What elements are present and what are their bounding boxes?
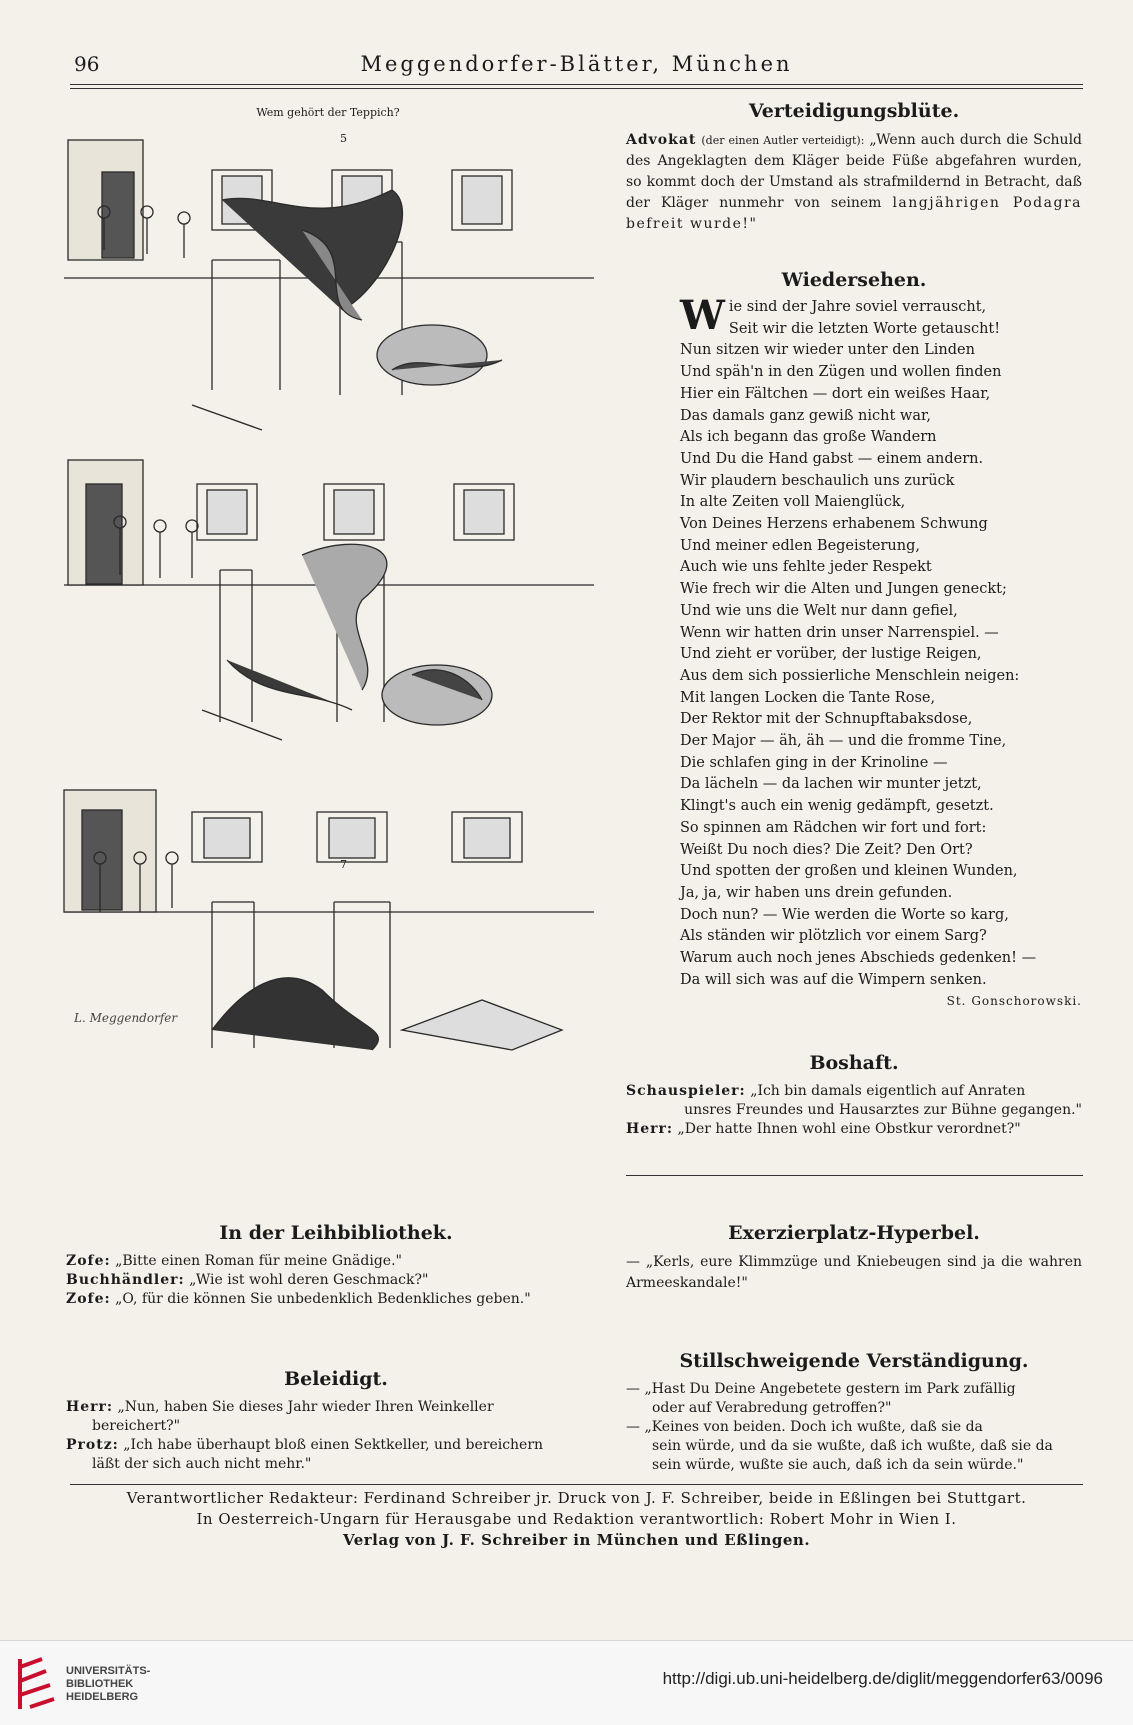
comic-illustration (62, 130, 594, 1190)
poem-title: Wiedersehen. (781, 269, 927, 291)
poem-line: Mit langen Locken die Tante Rose, (680, 689, 936, 706)
section-title: Verteidigungsblüte. (748, 100, 960, 122)
poem-line: Wie sind der Jahre soviel verrauscht, (680, 292, 987, 339)
panel-number: 5 (340, 132, 347, 145)
poem-line: Wie frech wir die Alten und Jungen geneckt; (680, 581, 1007, 598)
section-beleidigt (66, 1368, 606, 1474)
speaker: Schauspieler: (626, 1082, 746, 1099)
poem-line: Als ich begann das große Wandern (680, 429, 937, 446)
poem-line: Und meiner edlen Begeisterung, (680, 537, 920, 554)
poem-line: Hier ein Fältchen — dort ein weißes Haar, (680, 385, 991, 402)
drop-cap: W (680, 292, 725, 339)
comic-panel-6 (64, 460, 594, 740)
university-library-logo-icon[interactable] (12, 1655, 60, 1713)
source-url-link[interactable]: http://digi.ub.uni-heidelberg.de/diglit/meggendorfer63/0096 (662, 1669, 1103, 1688)
dialogue-line: — „Hast Du Deine Angebetete gestern im Park zufällig oder auf Verabredung getroffen?" (626, 1381, 1016, 1416)
poem-line: Klingt's auch ein wenig gedämpft, gesetzt. (680, 798, 994, 815)
poem-line: Ja, ja, wir haben uns drein gefunden. (680, 884, 953, 901)
section-boshaft (626, 1052, 1082, 1139)
poem-body (626, 292, 1082, 992)
dialogue-line: Schauspieler: „Ich bin damals eigentlich auf Anraten unsres Freundes und Hausarztes zur Bühne gegangen." (626, 1082, 1082, 1118)
speaker: Zofe: (66, 1253, 111, 1269)
poem-line: Aus dem sich possierliche Menschlein neigen: (680, 667, 1020, 684)
poem-line: In alte Zeiten voll Maienglück, (680, 494, 906, 511)
section-exerzierplatz (626, 1222, 1082, 1294)
dialogue-line: Zofe: „O, für die können Sie unbedenklich Bedenkliches geben." (66, 1291, 531, 1307)
poem-line: Wir plaudern beschaulich uns zurück (680, 472, 955, 489)
panel-number: 7 (340, 858, 347, 871)
poem-wiedersehen (626, 269, 1082, 1008)
poem-line: Der Rektor mit der Schnupftabaksdose, (680, 711, 973, 728)
poem-line: Weißt Du noch dies? Die Zeit? Den Ort? (680, 841, 973, 858)
poem-line: Und wie uns die Welt nur dann gefiel, (680, 602, 958, 619)
poem-line: Wenn wir hatten drin unser Narrenspiel. — (680, 624, 999, 641)
speaker: Herr: (626, 1120, 674, 1137)
section-title: Stillschweigende Verständigung. (679, 1350, 1029, 1372)
speaker: Protz: (66, 1437, 119, 1453)
imprint-footer (70, 1488, 1083, 1551)
section-verteidigungsbluete (626, 100, 1082, 235)
poem-line: Da lächeln — da lachen wir munter jetzt, (680, 776, 982, 793)
poem-line: Da will sich was auf die Wimpern senken. (680, 971, 987, 988)
library-bar (0, 1640, 1133, 1725)
poem-line: Seit wir die letzten Worte getauscht! (728, 320, 1001, 337)
header-rule (70, 84, 1083, 85)
poem-line: Von Deines Herzens erhabenem Schwung (680, 516, 988, 533)
imprint-line: In Oesterreich-Ungarn für Herausgabe und Redaktion verantwortlich: Robert Mohr in Wien I. (196, 1510, 957, 1528)
poem-line: Nun sitzen wir wieder unter den Linden (680, 342, 975, 359)
section-title: Beleidigt. (284, 1368, 388, 1390)
section-leihbibliothek (66, 1222, 606, 1309)
poem-line: Der Major — äh, äh — und die fromme Tine, (680, 733, 1007, 750)
poem-author: St. Gonschorowski. (946, 993, 1082, 1008)
running-title: Meggendorfer-Blätter, München (360, 52, 793, 76)
poem-line: So spinnen am Rädchen wir fort und fort: (680, 819, 987, 836)
section-stillschweigend (626, 1350, 1082, 1475)
speaker: Advokat (626, 132, 697, 148)
dialogue-line: Buchhändler: „Wie ist wohl deren Geschmack?" (66, 1272, 429, 1288)
poem-line: Als ständen wir plötzlich vor einem Sarg? (680, 928, 987, 945)
poem-line: Und späh'n in den Zügen und wollen finden (680, 364, 1002, 381)
comic-panel-7 (64, 790, 594, 1050)
speaker: Zofe: (66, 1291, 111, 1307)
dialogue-line: — „Keines von beiden. Doch ich wußte, daß sie da sein würde, und da sie wußte, daß ich wußte, daß sie da sein würde, wußte sie auch, daß ich da sein würde." (626, 1419, 1053, 1473)
stage-note: (der einen Autler verteidigt): (701, 134, 865, 147)
right-column (626, 100, 1082, 1139)
page-header (70, 50, 1083, 82)
dialogue-line: Herr: „Der hatte Ihnen wohl eine Obstkur verordnet?" (626, 1120, 1021, 1137)
poem-line: Warum auch noch jenes Abschieds gedenken! — (680, 950, 1037, 967)
dialogue-line: Protz: „Ich habe überhaupt bloß einen Sektkeller, und bereichern läßt der sich auch nicht mehr." (66, 1437, 544, 1472)
poem-line: Und Du die Hand gabst — einem andern. (680, 450, 984, 467)
speaker: Buchhändler: (66, 1272, 185, 1288)
poem-line: Und spotten der großen und kleinen Wunden, (680, 863, 1018, 880)
comic-panel-5 (64, 140, 594, 430)
comic-signature: L. Meggendorfer (74, 1011, 178, 1025)
poem-line: Und zieht er vorüber, der lustige Reigen, (680, 646, 982, 663)
institution-name[interactable]: UNIVERSITÄTS- BIBLIOTHEK HEIDELBERG (66, 1665, 151, 1703)
imprint-line: Verlag von J. F. Schreiber in München und Eßlingen. (342, 1531, 811, 1549)
poem-line: Auch wie uns fehlte jeder Respekt (680, 559, 932, 576)
speaker: Herr: (66, 1399, 114, 1415)
page-number: 96 (74, 52, 100, 76)
anecdote-body: „Wenn auch durch die Schuld des Angeklagten dem Kläger beide Füße abgefahren wurden, so kommt doch der Umstand als strafmildernd in Betracht, daß der Kläger nunmehr von seinem (626, 132, 1083, 211)
poem-line: Doch nun? — Wie werden die Worte so karg, (680, 906, 1009, 923)
section-title: Boshaft. (809, 1051, 899, 1074)
header-rule-thin (70, 88, 1083, 89)
section-title: In der Leihbibliothek. (219, 1222, 453, 1244)
dialogue-line: Zofe: „Bitte einen Roman für meine Gnädige." (66, 1253, 402, 1269)
comic-caption: Wem gehört der Teppich? (256, 106, 400, 119)
section-title: Exerzierplatz-Hyperbel. (728, 1222, 980, 1244)
section-rule (626, 1175, 1083, 1176)
footer-rule (70, 1484, 1083, 1485)
anecdote-text: — „Kerls, eure Klimmzüge und Kniebeugen sind ja die wahren Armeeskandale!" (626, 1254, 1082, 1291)
poem-line: Die schlafen ging in der Krinoline — (680, 754, 948, 771)
anecdote-text (626, 130, 1082, 235)
imprint-line: Verantwortlicher Redakteur: Ferdinand Schreiber jr. Druck von J. F. Schreiber, beide in Eßlingen bei Stuttgart. (126, 1489, 1027, 1507)
dialogue-line: Herr: „Nun, haben Sie dieses Jahr wieder Ihren Weinkeller bereichert?" (66, 1399, 494, 1434)
anecdote-punchline: langjährigen Podagra befreit wurde!" (626, 195, 1082, 232)
poem-line: Das damals ganz gewiß nicht war, (680, 407, 931, 424)
